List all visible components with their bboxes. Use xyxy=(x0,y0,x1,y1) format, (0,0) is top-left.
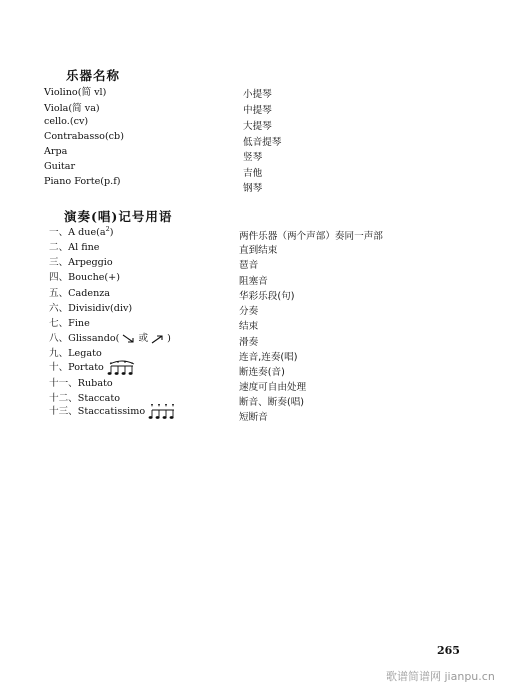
term-label: 四、Bouche(+) xyxy=(49,272,120,283)
section-title-instruments: 乐器名称 xyxy=(66,68,121,83)
instrument-name: Contrabasso(cb) xyxy=(44,131,124,142)
instrument-name: Viola(简 va) xyxy=(44,103,100,114)
term-meaning: 连音,连奏(唱) xyxy=(239,352,298,363)
instrument-name: Piano Forte(p.f) xyxy=(44,176,121,187)
instrument-name: Guitar xyxy=(44,161,76,172)
term-text: 八、Glissando( xyxy=(49,333,120,344)
term-label: 二、Al fine xyxy=(49,242,100,253)
term-label: 五、Cadenza xyxy=(49,288,111,299)
term-meaning: 断音、断奏(唱) xyxy=(239,397,305,408)
term-meaning: 直到结束 xyxy=(239,245,278,256)
term-meaning: 分奏 xyxy=(239,306,259,317)
term-label xyxy=(49,224,114,240)
term-text-end: ) xyxy=(109,227,114,238)
term-text-mid: 或 xyxy=(138,333,149,344)
term-meaning: 华彩乐段(句) xyxy=(239,291,295,302)
term-meaning: 滑奏 xyxy=(239,337,259,348)
term-label xyxy=(49,403,178,419)
instrument-name: Violino(简 vl) xyxy=(44,87,107,98)
term-meaning: 断连奏(音) xyxy=(239,367,285,378)
term-label xyxy=(49,359,137,375)
instrument-chinese: 钢琴 xyxy=(243,183,263,194)
section-title-terms: 演奏(唱)记号用语 xyxy=(64,209,173,224)
term-meaning: 速度可自由处理 xyxy=(239,382,307,393)
staccatissimo-notation-icon xyxy=(148,403,178,420)
glissando-up-arrow-icon xyxy=(151,334,164,344)
watermark: 歌谱简谱网 jianpu.cn xyxy=(386,670,495,683)
term-text-end: ) xyxy=(167,333,171,344)
term-meaning: 阻塞音 xyxy=(239,276,268,287)
term-meaning: 短断音 xyxy=(239,412,268,423)
term-meaning: 琶音 xyxy=(239,260,259,271)
instrument-chinese: 中提琴 xyxy=(243,105,272,116)
page-number: 265 xyxy=(437,644,460,657)
glissando-down-arrow-icon xyxy=(122,334,135,344)
instrument-name: Arpa xyxy=(44,146,68,157)
instrument-chinese: 大提琴 xyxy=(243,121,272,132)
term-meaning: 两件乐器（两个声部）奏同一声部 xyxy=(239,231,383,242)
term-superscript: 2 xyxy=(105,224,110,233)
term-label: 三、Arpeggio xyxy=(49,257,113,268)
term-label xyxy=(49,330,171,346)
instrument-chinese: 小提琴 xyxy=(243,89,272,100)
term-label: 十二、Staccato xyxy=(49,393,121,404)
term-meaning: 结束 xyxy=(239,321,259,332)
instrument-name: cello.(cv) xyxy=(44,116,89,127)
instrument-chinese: 吉他 xyxy=(243,168,263,179)
term-label: 七、Fine xyxy=(49,318,90,329)
portato-notation-icon xyxy=(107,359,137,376)
term-label: 十一、Rubato xyxy=(49,378,113,389)
term-text: 十三、Staccatissimo xyxy=(49,406,146,417)
term-label: 六、Divisidiv(div) xyxy=(49,303,133,314)
instrument-chinese: 低音提琴 xyxy=(243,137,282,148)
term-text: 十、Portato xyxy=(49,362,104,373)
term-label: 九、Legato xyxy=(49,348,102,359)
term-text: 一、A due(a xyxy=(49,227,106,238)
instrument-chinese: 竖琴 xyxy=(243,152,263,163)
